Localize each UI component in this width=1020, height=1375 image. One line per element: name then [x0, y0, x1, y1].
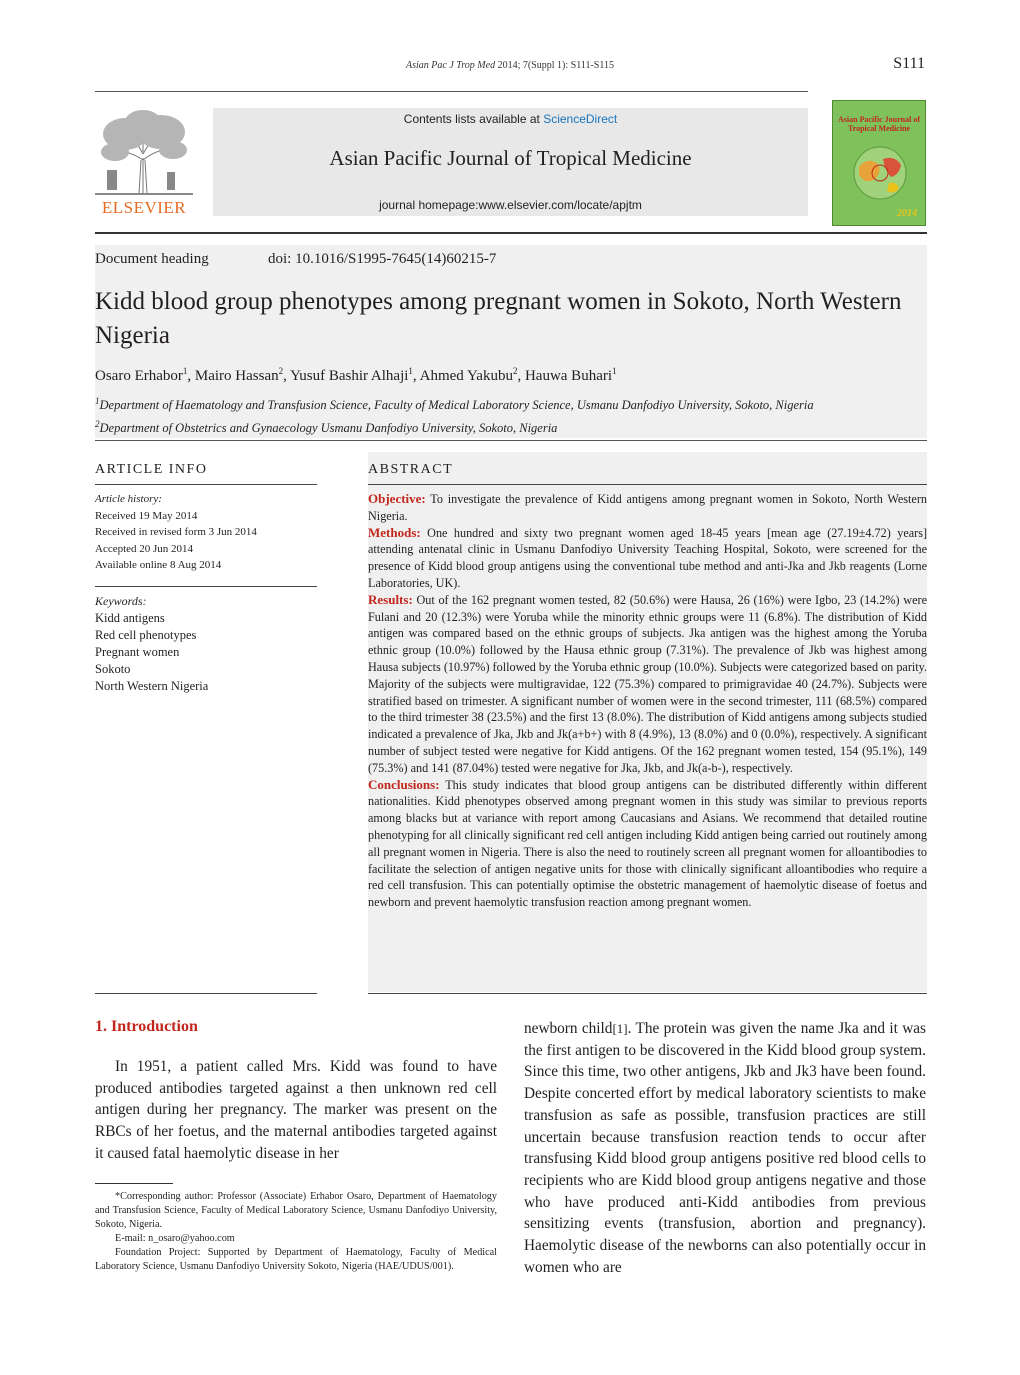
affiliation-text: Department of Obstetrics and Gynaecology Usmanu Danfodiyo University, Sokoto, Nigeria	[99, 421, 558, 436]
article-info-heading: ARTICLE INFO	[95, 462, 208, 477]
body-left-column	[95, 1018, 497, 1274]
keywords-list	[95, 587, 317, 695]
section-title: 1. Introduction	[95, 1018, 198, 1035]
revised-date: Received in revised form 3 Jun 2014	[95, 526, 257, 538]
methods-text: One hundred and sixty two pregnant women aged 18-45 years [mean age (27.19±4.72) years] attending antenatal clinic in Usmanu Danfodiyo University Teaching Hospital, Sokoto, were screened for the presence of Kidd blood group antigens using the conventional tube method and anti-Jka and Jkb reagents (Lorne Laboratories, UK).	[368, 525, 927, 590]
foundation-note: Foundation Project: Supported by Department of Haematology, Faculty of Medical Laboratory Science, Usmanu Danfodiyo University Sokoto, Nigeria (HAE/UDUS/001).	[95, 1246, 497, 1272]
masthead-divider	[95, 232, 927, 234]
journal-homepage-link[interactable]: journal homepage:www.elsevier.com/locate/apjtm	[379, 198, 642, 212]
journal-cover[interactable]	[832, 100, 926, 226]
author-name[interactable]: Osaro Erhabor	[95, 368, 183, 384]
affiliation-1	[95, 396, 814, 413]
elsevier-tree-icon	[95, 108, 193, 196]
keywords-label: Keywords:	[95, 593, 147, 608]
abstract-methods	[368, 525, 927, 592]
author-affiliation-sup: 1	[612, 366, 617, 376]
citation: 2014; 7(Suppl 1): S111-S115	[497, 60, 614, 71]
keyword-item[interactable]: Sokoto	[95, 661, 131, 676]
body-right-column	[524, 1018, 926, 1278]
keyword-item[interactable]: Kidd antigens	[95, 610, 165, 625]
contents-line	[213, 112, 808, 126]
received-date: Received 19 May 2014	[95, 509, 198, 522]
affiliation-sup: 1	[95, 396, 100, 406]
accepted-date: Accepted 20 Jun 2014	[95, 542, 194, 555]
footnotes	[95, 1190, 497, 1274]
journal-title: Asian Pacific Journal of Tropical Medicine	[329, 146, 692, 170]
header-divider	[95, 91, 808, 92]
methods-label: Methods:	[368, 524, 421, 540]
intro-paragraph: In 1951, a patient called Mrs. Kidd was found to have produced antibodies targeted against a then unknown red cell antigen during her pregnancy. The marker was present on the RBCs of her foetus, and the maternal antibodies targeted against it caused fatal haemolytic disease in her	[95, 1058, 497, 1162]
continuation-text: . The protein was given the name Jka and it was the first antigen to be discovered in the Kidd blood group system. Since this time, two other antigens, Jkb and Jk3 have been found. Despite concerted effort by medical laboratory scientists to make transfusion as safe as possible, transfusion practices are still uncertain because transfusion reaction tends to occur after transfusing Kidd blood group antigens positive red blood cells to recipients who are Kidd blood group antigens negative and those who have produced anti-Kidd antibodies from previous sensitizing events (transfusion, abortion and pregnancy). Haemolytic disease of the newborns can also potentially occur in women who are	[524, 1020, 926, 1276]
keyword-item[interactable]: Red cell phenotypes	[95, 627, 197, 642]
author-affiliation-sup: 1	[182, 366, 188, 376]
article-title: Kidd blood group phenotypes among pregnant women in Sokoto, North Western Nigeria	[95, 288, 902, 349]
sciencedirect-link[interactable]: ScienceDirect	[543, 112, 618, 126]
author-name[interactable]: Ahmed Yakubu	[419, 368, 513, 384]
cover-year: 2014	[897, 208, 917, 219]
info-bottom-divider	[95, 993, 317, 994]
doi-link[interactable]: doi: 10.1016/S1995-7645(14)60215-7	[268, 251, 497, 267]
title-divider	[95, 440, 927, 441]
author-name[interactable]: Mairo Hassan	[194, 368, 279, 384]
author-affiliation-sup: 2	[512, 366, 518, 376]
journal-masthead	[213, 108, 808, 216]
email-link[interactable]: E-mail: n_osaro@yahoo.com	[115, 1232, 235, 1244]
author-affiliation-sup: 1	[408, 366, 413, 376]
affiliation-2	[95, 419, 557, 436]
article-info-panel	[95, 452, 317, 695]
conclusions-text: This study indicates that blood group antigens can be distributed differently within different nationalities. Kidd phenotypes observed among pregnant women in this study was similar to previous reports among blacks but at variance with report among Caucasians and Asians. We recommend that detailed routine phenotyping for all clinically significant red cell antigen including Kidd antigen being carried out routinely among all pregnant women in Nigeria. There is also the need to routinely screen all pregnant women for alloantibodies to facilitate the selection of antigen negative units for those with clinically significant alloantibodies who require a red cell transfusion. This can potentially optimise the obstetric management of haemolytic disease of foetus and newborn and prevent haemolytic transfusion reaction among pregnant women.	[368, 777, 927, 910]
running-header	[330, 60, 690, 71]
citation-link[interactable]: [1]	[612, 1021, 628, 1036]
article-history	[95, 485, 317, 580]
cover-title: Asian Pacific Journal of Tropical Medicine	[838, 115, 920, 133]
online-date: Available online 8 Aug 2014	[95, 559, 222, 571]
abstract-bottom-divider	[368, 993, 927, 994]
abstract-heading: ABSTRACT	[368, 462, 454, 477]
elsevier-logo[interactable]	[95, 108, 193, 218]
contents-prefix: Contents lists available at	[403, 112, 544, 126]
objective-text: To investigate the prevalence of Kidd antigens among pregnant women in Sokoto, North Western Nigeria.	[368, 492, 927, 523]
title-block	[95, 245, 927, 438]
abstract-objective	[368, 491, 927, 525]
abstract-conclusions	[368, 777, 927, 911]
document-heading: Document heading	[95, 251, 209, 267]
conclusions-label: Conclusions:	[368, 776, 440, 792]
keyword-item[interactable]: North Western Nigeria	[95, 678, 209, 693]
continuation-start: newborn child	[524, 1020, 613, 1037]
author-affiliation-sup: 2	[278, 366, 284, 376]
affiliation-text: Department of Haematology and Transfusion Science, Faculty of Medical Laboratory Science, Usmanu Danfodiyo University, Sokoto, Nigeria	[99, 398, 814, 413]
abstract-panel	[368, 452, 927, 992]
keyword-item[interactable]: Pregnant women	[95, 644, 180, 659]
author-name[interactable]: Yusuf Bashir Alhaji	[290, 368, 409, 384]
results-text: Out of the 162 pregnant women tested, 82 (50.6%) were Hausa, 26 (16%) were Igbo, 23 (14.2%) were Fulani and 20 (12.3%) were Yoruba while the minority ethnic groups were 11 (6.8%). The distribution of Kidd antigen was compared based on the ethnic groups of subjects. Jka antigen was the highest among the Yoruba ethnic group (10.0%) followed by the Hausa ethnic group (7.31%). The prevalence of Jkb was highest among Hausa subjects (10.97%) followed by the Yoruba ethnic group (10.0%). Subjects were categorized based on parity. Majority of the subjects were multigravidae, 122 (75.3%) compared to primigravidae 40 (24.7%). Subjects were stratified based on trimester. A significant number of women were in the second trimester, 111 (68.5%) compared to the third trimester 38 (23.5%) and the first 13 (8.0%). The distribution of Kidd antigens among subjects studied indicated a prevalence of Jka, Jkb and Jk(a+b+) with 8 (4.9%), 13 (8.0%) and 0 (0.0%), respectively. A significant number of subject tested were negative for Kidd antigens. Of the 162 pregnant women tested, 154 (95.1%), 149 (75.3%) and 141 (87.04%) tested were negative for Jka, Jkb, and Jk(a-b-), respectively.	[368, 592, 928, 775]
author-list: Osaro Erhabor$^1$, Mairo Hassan$^2$, Yusuf Bashir Alhaji$^1$, Ahmed Yakubu$^2$, Hauwa Buhari$^1$	[95, 366, 617, 384]
journal-abbrev: Asian Pac J Trop Med	[406, 60, 496, 71]
results-label: Results:	[368, 591, 413, 607]
author-name[interactable]: Hauwa Buhari	[524, 368, 613, 384]
history-label: Article history:	[95, 493, 162, 505]
footnote-divider	[95, 1183, 173, 1184]
affiliation-sup: 2	[95, 419, 100, 429]
abstract-results	[368, 592, 927, 777]
elsevier-wordmark: ELSEVIER	[101, 198, 187, 217]
corresponding-author-note: *Corresponding author: Professor (Associate) Erhabor Osaro, Department of Haematology and Transfusion Science, Faculty of Medical Laboratory Science, Usmanu Danfodiyo University, Sokoto, Nigeria.	[95, 1190, 497, 1230]
objective-label: Objective:	[368, 491, 426, 506]
page-number: S111	[893, 55, 925, 72]
abstract-text	[368, 485, 927, 911]
intro-continuation	[524, 1018, 926, 1278]
